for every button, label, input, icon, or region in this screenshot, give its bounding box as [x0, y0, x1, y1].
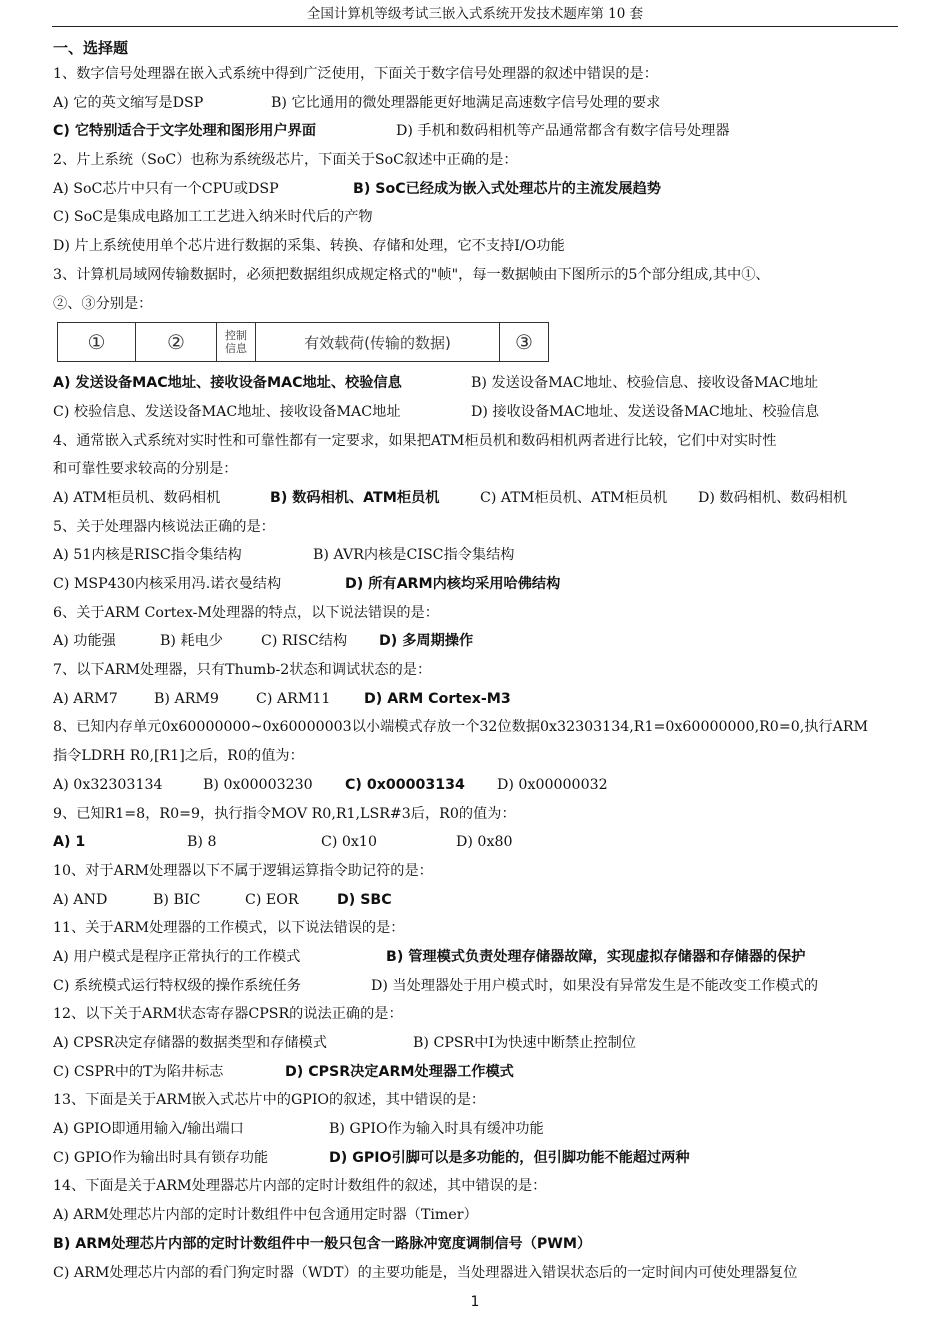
option-b: B) ARM9 — [154, 690, 219, 707]
option-d: D) 0x80 — [456, 834, 513, 851]
option-d-answer: D) CPSR决定ARM处理器工作模式 — [285, 1063, 514, 1080]
option-a: A) CPSR决定存储器的数据类型和存储模式 — [53, 1035, 327, 1051]
question-1-options — [53, 89, 903, 118]
option-b: B) 它比通用的微处理器能更好地满足高速数字信号处理的要求 — [271, 94, 661, 111]
frame-cell-control-info — [217, 323, 256, 362]
option-d: D) 片上系统使用单个芯片进行数据的采集、转换、存储和处理，它不支持I/O功能 — [53, 238, 565, 255]
option-d: D) 接收设备MAC地址、发送设备MAC地址、校验信息 — [471, 403, 820, 420]
question-11-options — [53, 943, 903, 972]
frame-cell-2: ② — [136, 323, 217, 362]
frame-cell-3: ③ — [500, 323, 549, 362]
option-b: B) 8 — [187, 834, 217, 851]
option-a: A) AND — [53, 891, 108, 908]
question-1: 1、数字信号处理器在嵌入式系统中得到广泛使用，下面关于数字信号处理器的叙述中错误的是： — [53, 66, 658, 82]
section-title: 一、选择题 — [53, 39, 129, 57]
option-b: B) 耗电少 — [160, 633, 224, 650]
question-5-options — [53, 541, 903, 570]
option-b-answer: B) SoC已经成为嵌入式处理芯片的主流发展趋势 — [353, 180, 661, 197]
option-c: C) MSP430内核采用冯.诺衣曼结构 — [53, 576, 282, 592]
option-d-answer: D) 所有ARM内核均采用哈佛结构 — [345, 576, 561, 592]
option-c: C) 0x10 — [321, 834, 377, 851]
frame-cell-1: ① — [58, 323, 136, 362]
option-b: B) CPSR中I为快速中断禁止控制位 — [413, 1035, 636, 1051]
option-b-answer: B) 数码相机、ATM柜员机 — [270, 489, 440, 506]
question-11: 11、关于ARM处理器的工作模式，以下说法错误的是： — [53, 920, 405, 937]
question-3-line-2: ②、③分别是： — [53, 295, 153, 312]
question-7: 7、以下ARM处理器，只有Thumb-2状态和调试状态的是： — [53, 662, 432, 679]
question-5-options-2 — [53, 570, 903, 599]
question-4-line-1: 4、通常嵌入式系统对实时性和可靠性都有一定要求，如果把ATM柜员机和数码相机两者进行比较，它们中对实时性 — [53, 432, 777, 449]
document-body — [53, 36, 903, 1287]
option-c: C) SoC是集成电路加工工艺进入纳米时代后的产物 — [53, 209, 373, 226]
question-3-line-1: 3、计算机局域网传输数据时，必须把数据组织成规定格式的"帧"，每一数据帧由下图所示的5个部分组成,其中①、 — [53, 266, 770, 283]
question-6: 6、关于ARM Cortex-M处理器的特点，以下说法错误的是： — [53, 604, 439, 621]
option-a: A) ARM7 — [53, 690, 118, 707]
option-c: C) RISC结构 — [261, 633, 348, 650]
option-a: A) GPIO即通用输入/输出端口 — [53, 1121, 244, 1138]
option-c: C) GPIO作为输出时具有锁存功能 — [53, 1149, 269, 1166]
question-3-options — [53, 369, 903, 398]
question-13-options — [53, 1115, 903, 1144]
question-8-line-2: 指令LDRH R0,[R1]之后，R0的值为： — [53, 748, 304, 765]
option-d-answer: D) GPIO引脚可以是多功能的，但引脚功能不能超过两种 — [329, 1149, 690, 1166]
question-2: 2、片上系统（SoC）也称为系统级芯片，下面关于SoC叙述中正确的是： — [53, 152, 518, 169]
option-c: C) EOR — [245, 891, 299, 908]
page-number: 1 — [470, 1294, 480, 1310]
option-a: A) 51内核是RISC指令集结构 — [53, 547, 242, 564]
option-c: C) 系统模式运行特权级的操作系统任务 — [53, 977, 301, 994]
option-b: B) BIC — [153, 891, 201, 908]
option-b-answer: B) 管理模式负责处理存储器故障，实现虚拟存储器和存储器的保护 — [386, 948, 806, 965]
option-a-answer: A) 1 — [53, 834, 86, 851]
option-a: A) SoC芯片中只有一个CPU或DSP — [53, 180, 279, 197]
option-d-answer: D) SBC — [337, 891, 392, 908]
question-11-options-2 — [53, 972, 903, 1001]
header-rule — [52, 26, 898, 27]
question-8-line-1: 8、已知内存单元0x60000000~0x60000003以小端模式存放一个32位数据0x32303134,R1=0x60000000,R0=0,执行ARM — [53, 719, 869, 736]
option-a: A) ARM处理芯片内部的定时计数组件中包含通用定时器（Timer） — [53, 1207, 478, 1224]
question-4-options — [53, 484, 903, 513]
question-9: 9、已知R1=8，R0=9，执行指令MOV R0,R1,LSR#3后，R0的值为： — [53, 805, 516, 822]
option-a-answer: A) 发送设备MAC地址、接收设备MAC地址、校验信息 — [53, 375, 402, 392]
question-5: 5、关于处理器内核说法正确的是： — [53, 518, 275, 535]
option-d: D) 0x00000032 — [497, 776, 608, 793]
option-a: A) 它的英文缩写是DSP — [53, 94, 204, 111]
question-6-options — [53, 627, 903, 656]
page-header: 全国计算机等级考试三嵌入式系统开发技术题库第 10 套 — [306, 6, 644, 22]
frame-cell-info-label: 信息 — [225, 342, 247, 356]
question-8-options — [53, 771, 903, 800]
option-d: D) 手机和数码相机等产品通常都含有数字信号处理器 — [396, 123, 730, 140]
question-12-options-2 — [53, 1058, 903, 1087]
option-a: A) 0x32303134 — [53, 776, 163, 793]
question-2-options — [53, 175, 903, 204]
option-c: C) CSPR中的T为陷井标志 — [53, 1063, 224, 1080]
option-d-answer: D) ARM Cortex-M3 — [364, 690, 511, 707]
option-a: A) ATM柜员机、数码相机 — [53, 489, 221, 506]
option-a: A) 功能强 — [53, 633, 116, 650]
question-13-options-2 — [53, 1144, 903, 1173]
frame-cell-control-label: 控制 — [225, 329, 247, 343]
question-4-line-2: 和可靠性要求较高的分别是： — [53, 461, 238, 478]
option-a: A) 用户模式是程序正常执行的工作模式 — [53, 948, 301, 965]
option-c: C) 校验信息、发送设备MAC地址、接收设备MAC地址 — [53, 403, 401, 420]
frame-table — [57, 322, 549, 362]
question-3-options-2 — [53, 398, 903, 427]
option-d-answer: D) 多周期操作 — [379, 633, 474, 650]
option-b: B) GPIO作为输入时具有缓冲功能 — [329, 1121, 544, 1138]
option-d: D) 数码相机、数码相机 — [698, 489, 848, 506]
question-12-options — [53, 1029, 903, 1058]
question-10: 10、对于ARM处理器以下不属于逻辑运算指令助记符的是： — [53, 862, 433, 879]
question-9-options — [53, 828, 903, 857]
question-13: 13、下面是关于ARM嵌入式芯片中的GPIO的叙述，其中错误的是： — [53, 1092, 486, 1109]
option-c: C) ATM柜员机、ATM柜员机 — [480, 489, 668, 506]
option-b: B) 0x00003230 — [203, 776, 313, 793]
question-12: 12、以下关于ARM状态寄存器CPSR的说法正确的是： — [53, 1006, 403, 1023]
frame-diagram — [53, 318, 903, 369]
option-c-answer: C) 0x00003134 — [345, 776, 465, 793]
option-b-answer: B) ARM处理芯片内部的定时计数组件中一般只包含一路脉冲宽度调制信号（PWM） — [53, 1235, 592, 1252]
option-b: B) 发送设备MAC地址、校验信息、接收设备MAC地址 — [471, 375, 819, 392]
frame-cell-payload: 有效载荷(传输的数据) — [256, 323, 500, 362]
option-c: C) ARM处理芯片内部的看门狗定时器（WDT）的主要功能是，当处理器进入错误状态后的一定时间内可使处理器复位 — [53, 1264, 798, 1281]
option-c-answer: C) 它特别适合于文字处理和图形用户界面 — [53, 123, 317, 140]
option-d: D) 当处理器处于用户模式时，如果没有异常发生是不能改变工作模式的 — [371, 977, 819, 994]
question-1-options-2 — [53, 117, 903, 146]
option-c: C) ARM11 — [256, 690, 331, 707]
question-10-options — [53, 886, 903, 915]
option-b: B) AVR内核是CISC指令集结构 — [313, 547, 515, 564]
question-7-options — [53, 685, 903, 714]
question-14: 14、下面是关于ARM处理器芯片内部的定时计数组件的叙述，其中错误的是： — [53, 1178, 547, 1195]
